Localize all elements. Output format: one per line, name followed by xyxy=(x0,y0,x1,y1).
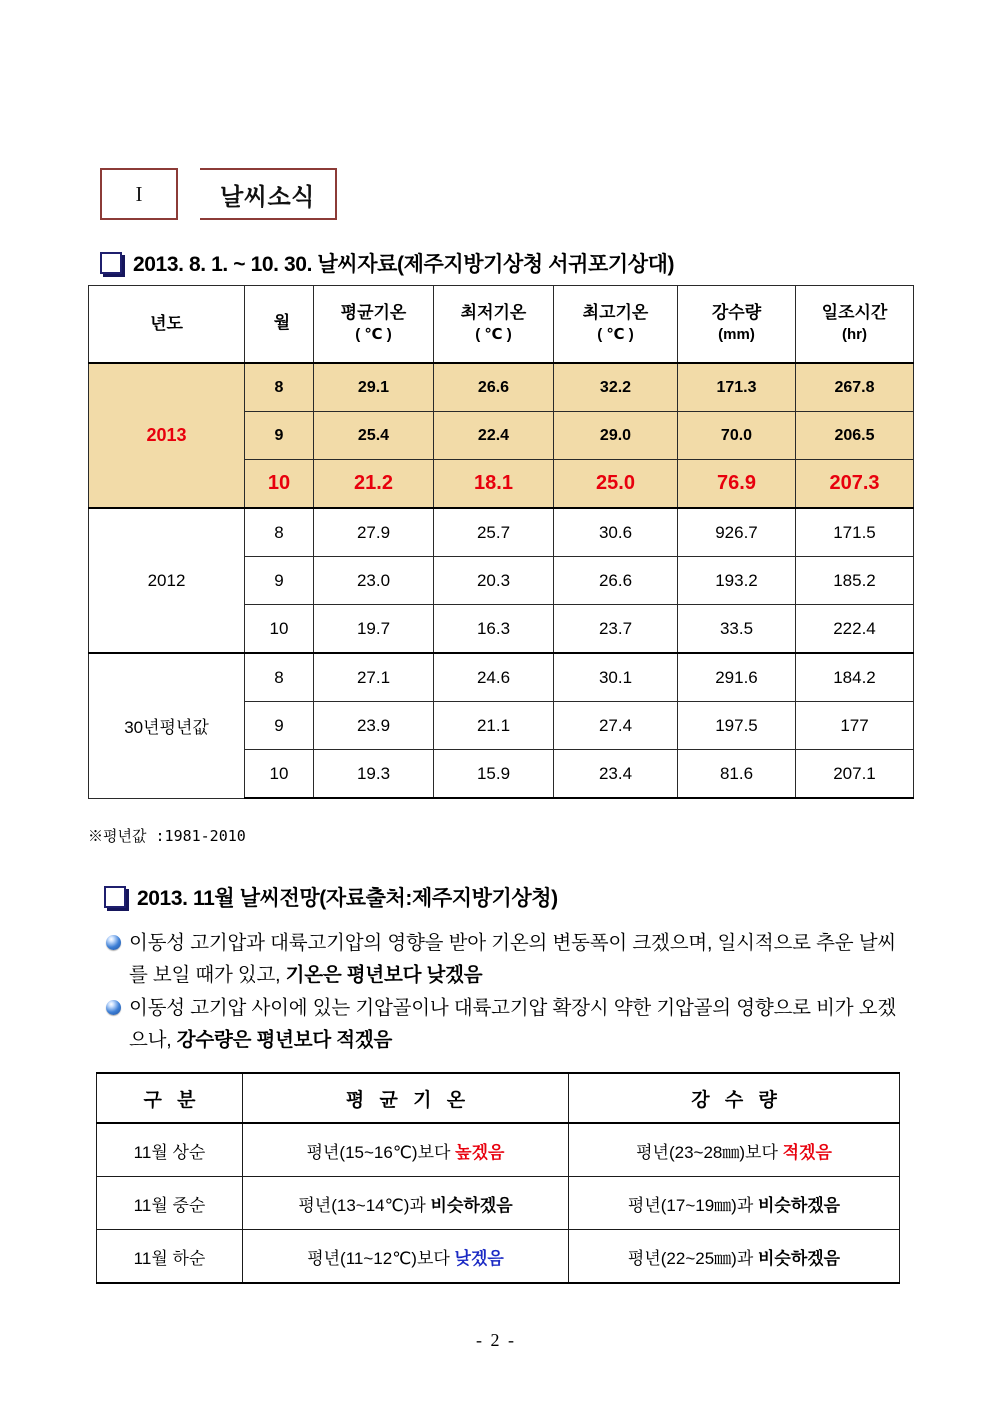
cell-min-temp: 24.6 xyxy=(434,653,554,702)
cell-avg-temp: 25.4 xyxy=(314,412,434,460)
cell-min-temp: 25.7 xyxy=(434,508,554,557)
forecast-precip-cell xyxy=(569,1177,900,1230)
bullet-row xyxy=(106,928,896,991)
cell-min-temp: 22.4 xyxy=(434,412,554,460)
section-1-heading-text: 2013. 8. 1. ~ 10. 30. 날씨자료(제주지방기상청 서귀포기상대) xyxy=(133,253,675,276)
forecast-precip-normal: 평년(22~25㎜)과 xyxy=(627,1248,758,1268)
forecast-temp-cell xyxy=(243,1177,569,1230)
cell-precipitation: 171.3 xyxy=(678,363,796,412)
header-avg-temp-label: 평균기온 xyxy=(340,303,407,323)
cell-precipitation: 76.9 xyxy=(678,460,796,509)
weather-table-head xyxy=(89,286,914,364)
cell-avg-temp: 27.9 xyxy=(314,508,434,557)
bullet-1-emphasis: 기온은 평년보다 낮겠음 xyxy=(285,963,483,986)
cell-sunshine: 171.5 xyxy=(796,508,914,557)
blue-sphere-bullet-icon xyxy=(106,935,121,950)
cell-month: 8 xyxy=(245,363,314,412)
list-item xyxy=(106,928,896,991)
bullet-1-normal: 이동성 고기압과 대륙고기압의 영향을 받아 기온의 변동폭이 크겠으며, 일시적으로 추운 날씨를 보일 때가 있고, xyxy=(129,932,896,986)
table-row xyxy=(97,1230,900,1284)
forecast-precip-cell xyxy=(569,1230,900,1284)
square-bullet-icon xyxy=(100,252,122,274)
header-precipitation xyxy=(678,286,796,364)
forecast-table-body xyxy=(97,1123,900,1283)
cell-sunshine: 184.2 xyxy=(796,653,914,702)
forecast-header-precipitation: 강 수 량 xyxy=(569,1073,900,1123)
forecast-precip-cell xyxy=(569,1123,900,1177)
year-label-normals: 30년평년값 xyxy=(89,653,245,798)
cell-avg-temp: 19.7 xyxy=(314,605,434,654)
section-2-heading-text: 2013. 11월 날씨전망(자료출처:제주지방기상청) xyxy=(137,887,558,910)
cell-min-temp: 15.9 xyxy=(434,750,554,799)
cell-month: 10 xyxy=(245,605,314,654)
cell-precipitation: 81.6 xyxy=(678,750,796,799)
cell-avg-temp: 23.9 xyxy=(314,702,434,750)
cell-sunshine: 267.8 xyxy=(796,363,914,412)
forecast-temp-cell xyxy=(243,1230,569,1284)
cell-sunshine: 185.2 xyxy=(796,557,914,605)
year-label-2012: 2012 xyxy=(89,508,245,653)
weather-header-row xyxy=(89,286,914,364)
square-bullet-icon xyxy=(104,886,126,908)
forecast-table-head xyxy=(97,1073,900,1123)
cell-precipitation: 193.2 xyxy=(678,557,796,605)
header-max-temp-label: 최고기온 xyxy=(582,303,649,323)
weather-data-table xyxy=(88,285,914,799)
bullet-2-text xyxy=(129,993,896,1056)
cell-month: 9 xyxy=(245,702,314,750)
header-month: 월 xyxy=(245,286,314,364)
table-row xyxy=(97,1123,900,1177)
weather-group-2013 xyxy=(89,363,914,508)
cell-month: 8 xyxy=(245,508,314,557)
cell-month: 8 xyxy=(245,653,314,702)
cell-max-temp: 30.6 xyxy=(554,508,678,557)
forecast-temp-emphasis: 비슷하겠음 xyxy=(430,1195,513,1215)
cell-sunshine: 222.4 xyxy=(796,605,914,654)
forecast-precip-normal: 평년(17~19㎜)과 xyxy=(627,1195,758,1215)
cell-avg-temp: 27.1 xyxy=(314,653,434,702)
forecast-precip-emphasis: 비슷하겠음 xyxy=(757,1248,841,1268)
header-sunshine xyxy=(796,286,914,364)
cell-month: 10 xyxy=(245,750,314,799)
cell-min-temp: 16.3 xyxy=(434,605,554,654)
header-precipitation-label: 강수량 xyxy=(711,303,762,323)
header-min-temp-label: 최저기온 xyxy=(460,303,527,323)
header-max-temp xyxy=(554,286,678,364)
forecast-temp-cell xyxy=(243,1123,569,1177)
header-avg-temp xyxy=(314,286,434,364)
forecast-temp-normal: 평년(15~16℃)보다 xyxy=(306,1142,456,1162)
forecast-period-label: 11월 상순 xyxy=(97,1123,243,1177)
cell-min-temp: 18.1 xyxy=(434,460,554,509)
cell-min-temp: 26.6 xyxy=(434,363,554,412)
weather-group-2012 xyxy=(89,508,914,653)
table-row xyxy=(89,653,914,702)
header-min-temp xyxy=(434,286,554,364)
table-footnote: ※평년값 :1981-2010 xyxy=(88,827,246,845)
cell-sunshine: 206.5 xyxy=(796,412,914,460)
cell-avg-temp: 19.3 xyxy=(314,750,434,799)
cell-precipitation: 70.0 xyxy=(678,412,796,460)
forecast-header-avg-temp: 평 균 기 온 xyxy=(243,1073,569,1123)
bullet-1-text xyxy=(129,928,896,991)
cell-sunshine: 177 xyxy=(796,702,914,750)
cell-sunshine: 207.3 xyxy=(796,460,914,509)
table-row xyxy=(89,508,914,557)
chapter-title-box xyxy=(200,168,337,220)
bullet-2-normal: 이동성 고기압 사이에 있는 기압골이나 대륙고기압 확장시 약한 기압골의 영향으로 비가 오겠으나, xyxy=(129,997,896,1051)
year-label-2013: 2013 xyxy=(89,363,245,508)
forecast-header-category: 구 분 xyxy=(97,1073,243,1123)
cell-max-temp: 27.4 xyxy=(554,702,678,750)
cell-month: 9 xyxy=(245,412,314,460)
cell-max-temp: 23.7 xyxy=(554,605,678,654)
cell-precipitation: 926.7 xyxy=(678,508,796,557)
table-row xyxy=(97,1177,900,1230)
cell-precipitation: 291.6 xyxy=(678,653,796,702)
chapter-number: I xyxy=(135,181,143,206)
forecast-temp-normal: 평년(13~14℃)과 xyxy=(298,1195,431,1215)
header-year: 년도 xyxy=(89,286,245,364)
cell-max-temp: 23.4 xyxy=(554,750,678,799)
forecast-precip-emphasis: 적겠음 xyxy=(782,1142,832,1162)
forecast-temp-emphasis: 높겠음 xyxy=(455,1142,505,1162)
forecast-temp-emphasis: 낮겠음 xyxy=(454,1248,504,1268)
chapter-header xyxy=(100,168,337,220)
forecast-precip-normal: 평년(23~28㎜)보다 xyxy=(636,1142,783,1162)
weather-group-normals xyxy=(89,653,914,798)
header-min-temp-unit: ( ℃ ) xyxy=(475,326,512,344)
forecast-table xyxy=(96,1072,900,1284)
page-number: - 2 - xyxy=(476,1330,516,1350)
chapter-number-box xyxy=(100,168,178,220)
cell-sunshine: 207.1 xyxy=(796,750,914,799)
bullet-row xyxy=(106,993,896,1056)
section-2-heading xyxy=(104,882,558,912)
cell-precipitation: 197.5 xyxy=(678,702,796,750)
cell-avg-temp: 23.0 xyxy=(314,557,434,605)
cell-min-temp: 20.3 xyxy=(434,557,554,605)
table-row xyxy=(89,363,914,412)
forecast-period-label: 11월 중순 xyxy=(97,1177,243,1230)
header-max-temp-unit: ( ℃ ) xyxy=(597,326,634,344)
cell-avg-temp: 21.2 xyxy=(314,460,434,509)
cell-month: 10 xyxy=(245,460,314,509)
list-item xyxy=(106,993,896,1056)
chapter-title: 날씨소식 xyxy=(220,183,315,211)
header-avg-temp-unit: ( ℃ ) xyxy=(355,326,392,344)
cell-max-temp: 29.0 xyxy=(554,412,678,460)
forecast-header-row xyxy=(97,1073,900,1123)
cell-avg-temp: 29.1 xyxy=(314,363,434,412)
cell-precipitation: 33.5 xyxy=(678,605,796,654)
header-sunshine-unit: (hr) xyxy=(842,326,867,344)
bullet-2-emphasis: 강수량은 평년보다 적겠음 xyxy=(176,1028,393,1051)
cell-min-temp: 21.1 xyxy=(434,702,554,750)
cell-max-temp: 30.1 xyxy=(554,653,678,702)
forecast-period-label: 11월 하순 xyxy=(97,1230,243,1284)
cell-max-temp: 25.0 xyxy=(554,460,678,509)
header-sunshine-label: 일조시간 xyxy=(821,303,888,323)
section-1-heading xyxy=(100,248,674,278)
forecast-temp-normal: 평년(11~12℃)보다 xyxy=(307,1248,455,1268)
cell-max-temp: 32.2 xyxy=(554,363,678,412)
forecast-precip-emphasis: 비슷하겠음 xyxy=(757,1195,841,1215)
header-precipitation-unit: (mm) xyxy=(718,326,755,344)
blue-sphere-bullet-icon xyxy=(106,1000,121,1015)
cell-max-temp: 26.6 xyxy=(554,557,678,605)
cell-month: 9 xyxy=(245,557,314,605)
